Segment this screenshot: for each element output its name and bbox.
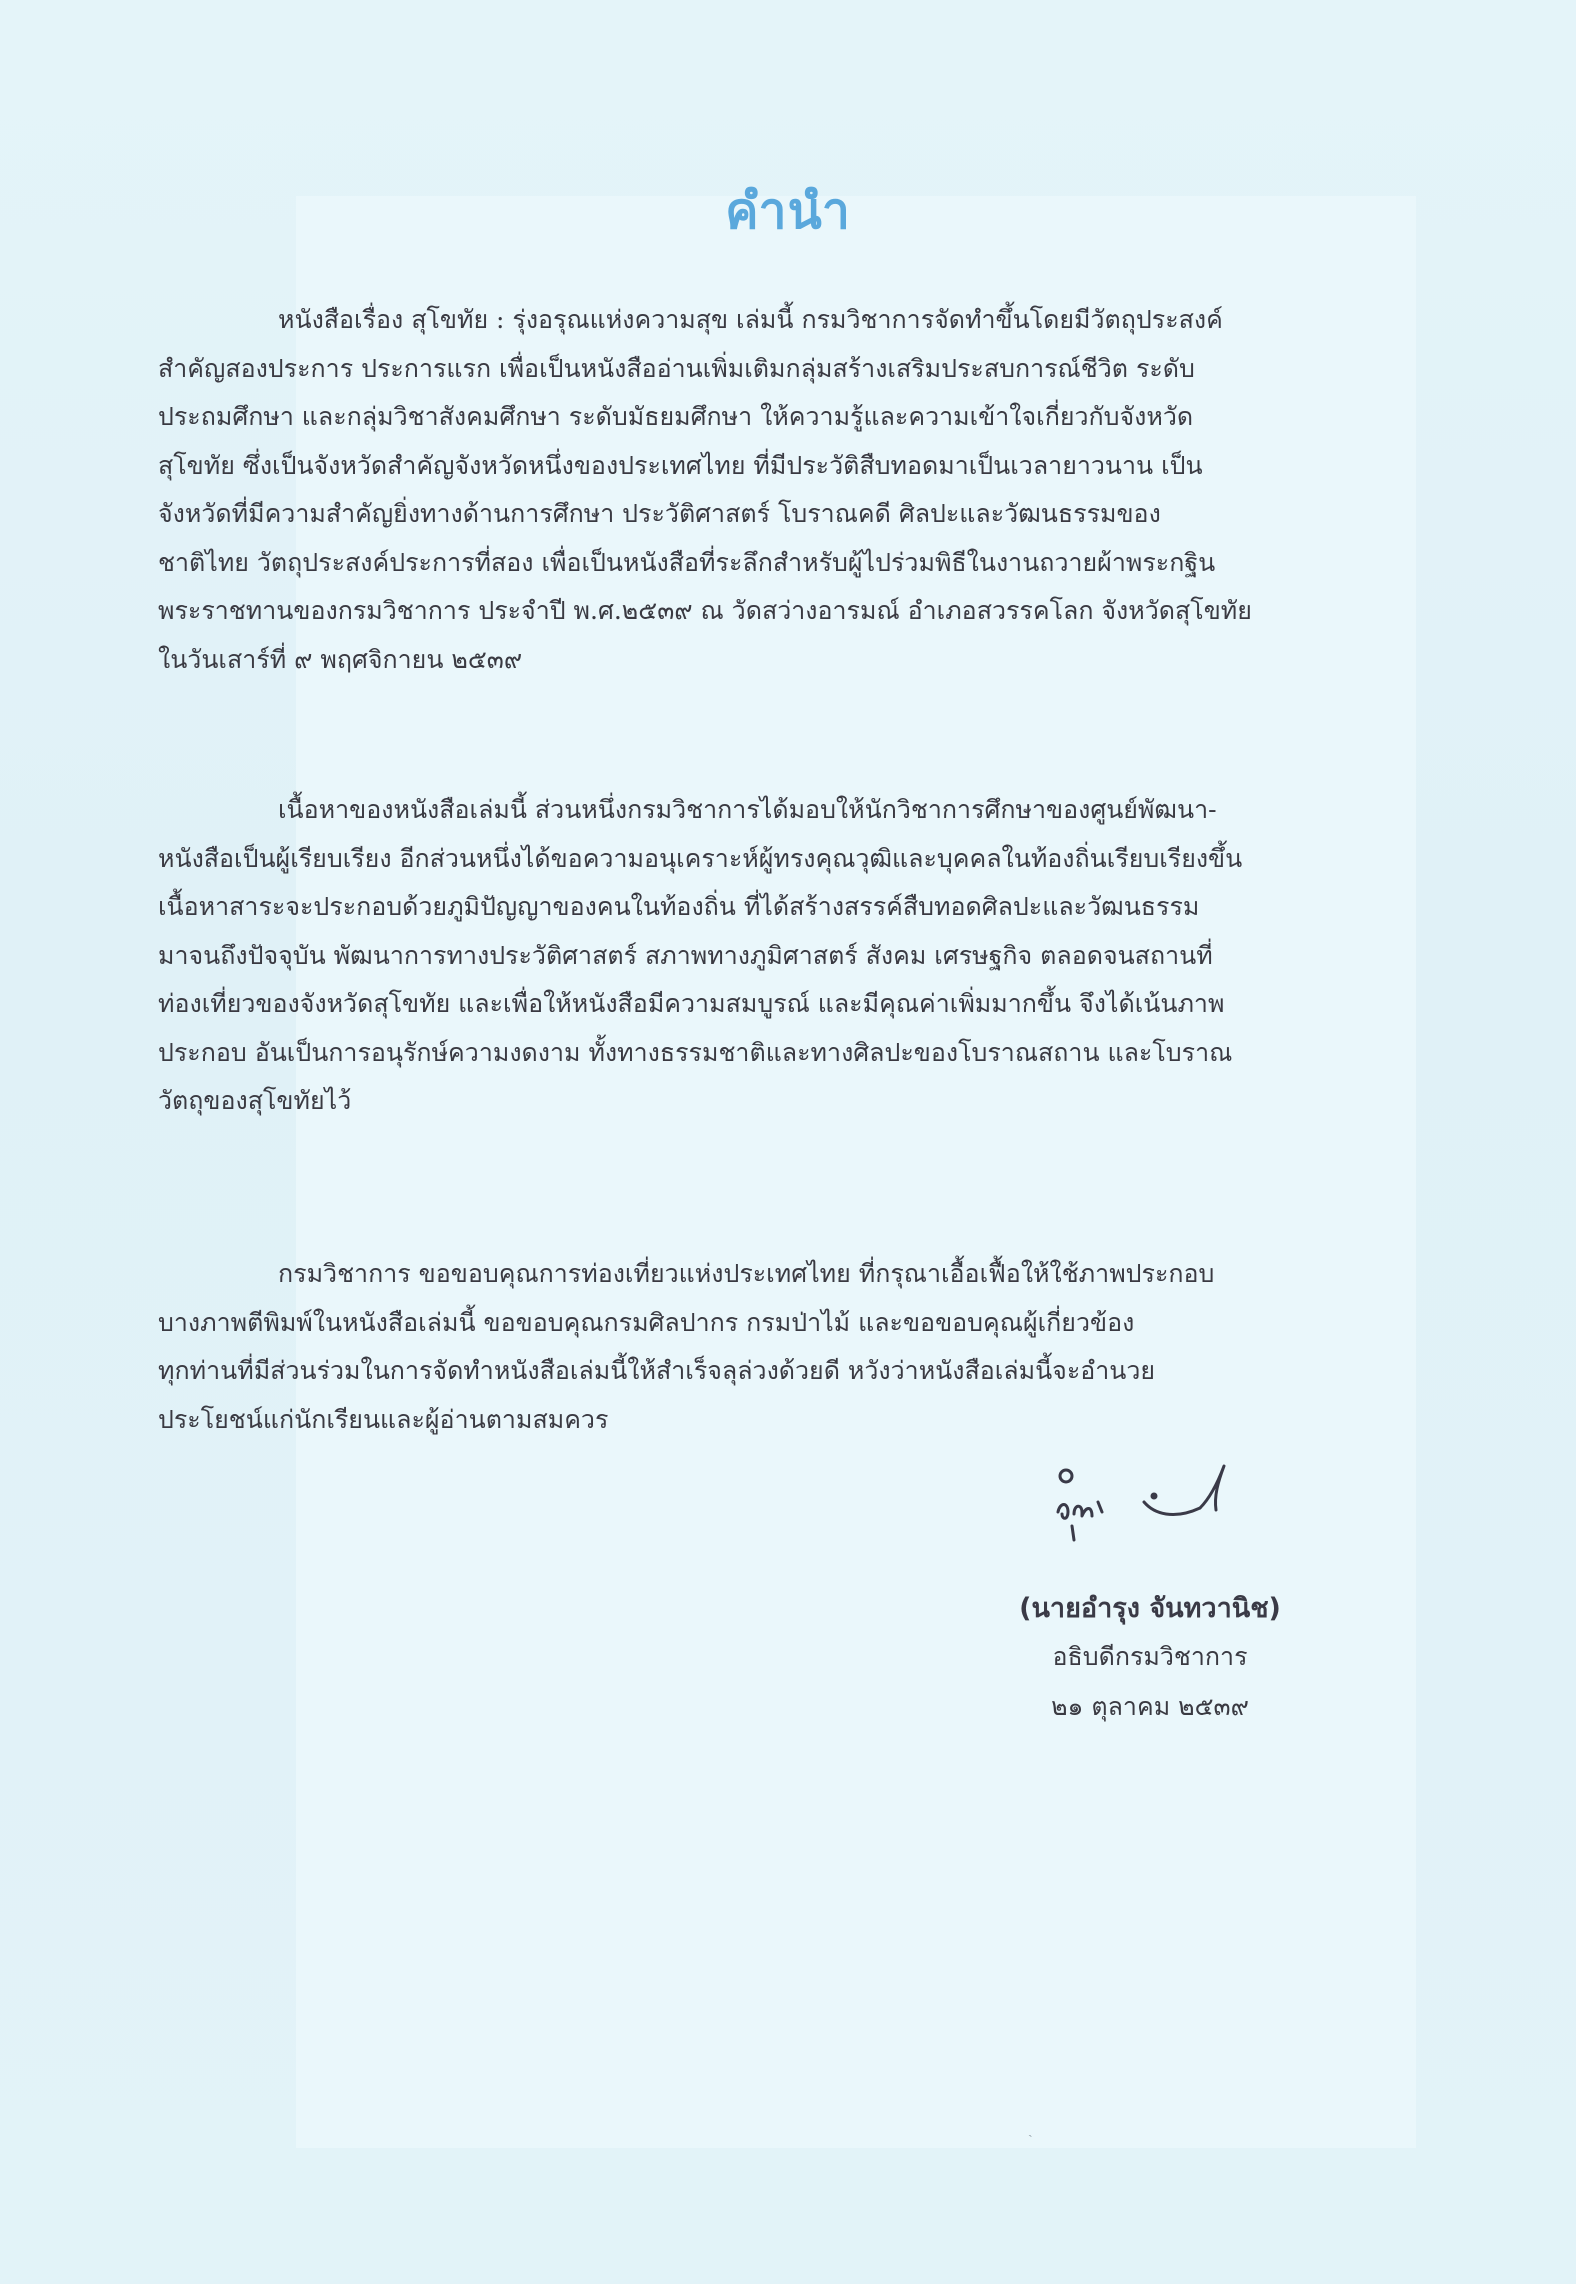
paragraph-line: บางภาพตีพิมพ์ในหนังสือเล่มนี้ ขอขอบคุณกรมศิลปากร กรมป่าไม้ และขอขอบคุณผู้เกี่ยวข้อง xyxy=(158,1307,1135,1337)
preface-paragraph-2 xyxy=(158,786,1400,1126)
paragraph-line: ชาติไทย วัตถุประสงค์ประการที่สอง เพื่อเป็นหนังสือที่ระลึกสำหรับผู้ไปร่วมพิธีในงานถวายผ้าพระกฐิน xyxy=(158,547,1216,577)
paragraph-line: ท่องเที่ยวของจังหวัดสุโขทัย และเพื่อให้หนังสือมีความสมบูรณ์ และมีคุณค่าเพิ่มมากขึ้น จึงได้เน้นภาพ xyxy=(158,989,1225,1018)
signatory-name: (นายอำรุง จันทวานิช) xyxy=(1019,1593,1281,1624)
paragraph-line: กรมวิชาการ ขอขอบคุณการท่องเที่ยวแห่งประเทศไทย ที่กรุณาเอื้อเฟื้อให้ใช้ภาพประกอบ xyxy=(278,1259,1215,1288)
paragraph-line: หนังสือเป็นผู้เรียบเรียง อีกส่วนหนึ่งได้ขอความอนุเคราะห์ผู้ทรงคุณวุฒิและบุคคลในท้องถิ่นเรียบเรียงขึ้น xyxy=(158,843,1243,873)
paragraph-line: สำคัญสองประการ ประการแรก เพื่อเป็นหนังสืออ่านเพิ่มเติมกลุ่มสร้างเสริมประสบการณ์ชีวิต ระดับ xyxy=(158,353,1195,383)
paragraph-line: วัตถุของสุโขทัยไว้ xyxy=(158,1086,352,1115)
preface-paragraph-1 xyxy=(158,296,1400,684)
signature-date: ๒๑ ตุลาคม ๒๕๓๙ xyxy=(1051,1692,1249,1721)
handwritten-signature xyxy=(1050,1462,1270,1572)
paragraph-line: ประโยชน์แก่นักเรียนและผู้อ่านตามสมควร xyxy=(158,1404,609,1434)
paragraph-line: จังหวัดที่มีความสำคัญยิ่งทางด้านการศึกษา ประวัติศาสตร์ โบราณคดี ศิลปะและวัฒนธรรมของ xyxy=(158,499,1161,528)
paper-speck: ˎ xyxy=(1028,2122,1033,2138)
paragraph-line: ประกอบ อันเป็นการอนุรักษ์ความงดงาม ทั้งทางธรรมชาติและทางศิลปะของโบราณสถาน และโบราณ xyxy=(158,1037,1233,1067)
paragraph-line: เนื้อหาสาระจะประกอบด้วยภูมิปัญญาของคนในท้องถิ่น ที่ได้สร้างสรรค์สืบทอดศิลปะและวัฒนธรรม xyxy=(158,892,1200,921)
paragraph-line: หนังสือเรื่อง สุโขทัย : รุ่งอรุณแห่งความสุข เล่มนี้ กรมวิชาการจัดทำขึ้นโดยมีวัตถุประสงค์ xyxy=(278,305,1223,334)
paragraph-line: สุโขทัย ซึ่งเป็นจังหวัดสำคัญจังหวัดหนึ่งของประเทศไทย ที่มีประวัติสืบทอดมาเป็นเวลายาวนาน เป็น xyxy=(158,450,1203,480)
preface-paragraph-3 xyxy=(158,1250,1400,1444)
signatory-role: อธิบดีกรมวิชาการ xyxy=(1052,1642,1248,1671)
paragraph-line: พระราชทานของกรมวิชาการ ประจำปี พ.ศ.๒๕๓๙ ณ วัดสว่างอารมณ์ อำเภอสวรรคโลก จังหวัดสุโขทัย xyxy=(158,596,1252,625)
paragraph-line: ทุกท่านที่มีส่วนร่วมในการจัดทำหนังสือเล่มนี้ให้สำเร็จลุล่วงด้วยดี หวังว่าหนังสือเล่มนี้จะอำนวย xyxy=(158,1356,1156,1385)
page-title: คำนำ xyxy=(725,182,851,240)
paragraph-line: เนื้อหาของหนังสือเล่มนี้ ส่วนหนึ่งกรมวิชาการได้มอบให้นักวิชาการศึกษาของศูนย์พัฒนา- xyxy=(278,795,1217,824)
paragraph-line: ในวันเสาร์ที่ ๙ พฤศจิกายน ๒๕๓๙ xyxy=(158,644,523,674)
paragraph-line: มาจนถึงปัจจุบัน พัฒนาการทางประวัติศาสตร์ สภาพทางภูมิศาสตร์ สังคม เศรษฐกิจ ตลอดจนสถานที่ xyxy=(158,940,1213,970)
paragraph-line: ประถมศึกษา และกลุ่มวิชาสังคมศึกษา ระดับมัธยมศึกษา ให้ความรู้และความเข้าใจเกี่ยวกับจังหวัด xyxy=(158,402,1194,431)
signature-block xyxy=(950,1586,1350,1732)
